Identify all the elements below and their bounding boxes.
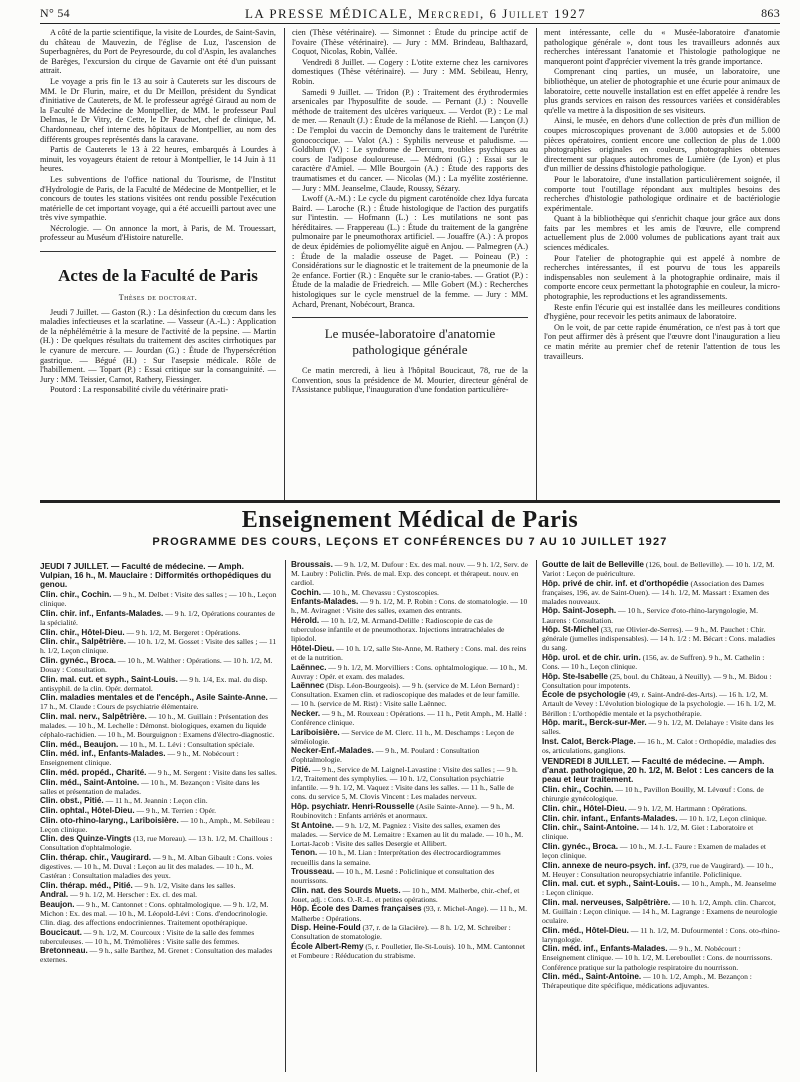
program-entry-place: Hôp. psychiatr. Henri-Rousselle	[291, 801, 415, 811]
program-entry-text: — 10 h., Pavillon Bouilly, M. Lévœuf : Cons. de chirurgie gynécologique.	[542, 785, 764, 804]
program-entry	[542, 737, 780, 755]
program-entry-place: Hôp. Ste-Isabelle	[542, 671, 608, 681]
program-entry-text: — 9 h., salle Barthez, M. Grenet : Consultation des malades externes.	[40, 946, 273, 965]
program-entry-text: — 9 h., M. Delbet : Visite des salles ; — 10 h., Leçon clinique.	[40, 590, 277, 609]
program-entry	[291, 821, 529, 848]
program-entry	[542, 926, 780, 944]
program-entry	[40, 946, 278, 964]
program-entry-place: Clin. chir., Salpêtrière.	[40, 637, 127, 647]
program-entry	[542, 823, 780, 841]
program-entry-text: — 10 h. 1/2, Amph. clin. Charcot, M. Guillain : Leçon clinique. — 14 h., M. Lagrange : Examens de neurologie oculaire.	[542, 897, 778, 926]
program-entry	[40, 656, 278, 674]
paragraph: Partis de Cauterets le 13 à 22 heures, embarqués à Lourdes à minuit, les voyageurs étaient de retour à Montpellier, le 14 Juin à 11 heures.	[40, 145, 276, 174]
program-entry	[40, 816, 278, 834]
column-divider	[536, 560, 537, 1072]
program-entry-text: (33, rue Olivier-de-Serres). — 9 h., M. Pauchet : Chir. générale (jumelles indispensables). — 14 h. 1/2 : M. Bécart : Cons. maladies du sang.	[542, 625, 776, 653]
program-day-heading: VENDREDI 8 JUILLET. — Faculté de médecine. — Amph. d'anat. pathologique, 20 h. 1/2, M. Belot : Les cancers de la peau et leur traitement.	[542, 755, 774, 785]
program-entry-place: Clin. chir., Saint-Antoine.	[542, 823, 639, 833]
program-entry	[40, 768, 278, 777]
program-entry	[542, 879, 780, 897]
program-entry	[542, 718, 780, 736]
program-entry-text: (37, r. de la Glacière). — 8 h. 1/2, M. Schreiber : Consultation de stomatologie.	[291, 923, 511, 942]
program-entry-text: (49, r. Saint-André-des-Arts). — 16 h. 1/2, M. Artault de Vevey : L'évolution biologique de la psychologie. — 16 h. 1/2, M. Bérillon : L'orthopédie mentale et la psychothérapie.	[542, 690, 776, 718]
program-entry-text: — 10 h., Amph., M. Sebileau : Leçon clinique.	[40, 815, 275, 834]
page-number-right: 863	[761, 6, 780, 20]
program-entry-text: — 10 h., Service d'oto-rhino-laryngologie, M. Laurens : Consultation.	[542, 606, 758, 625]
program-entry-text: — 9 h. 1/2, M. Courcoux : Visite de la salle des femmes tuberculeuses. — 10 h., M. Trémolières : Visite salle des femmes.	[40, 927, 255, 946]
article-title: Le musée-laboratoire d'anatomie pathologique générale	[324, 326, 496, 358]
program-entry-place: Clin. annexe de neuro-psych. inf.	[542, 860, 671, 870]
section-subtitle: Thèses de doctorat.	[118, 293, 198, 303]
program-entry	[40, 881, 278, 890]
program-entry-place: Clin. mal. nerv., Salpêtrière.	[40, 712, 147, 721]
program-entry-text: — 9 h. 1/2, Opérations courantes de la spécialité.	[40, 608, 275, 628]
program-entry-place: Andral.	[40, 890, 69, 900]
program-entry	[542, 804, 780, 813]
program-entry-place: École de psychologie	[542, 690, 626, 700]
paragraph: cien (Thèse vétérinaire). — Simonnet : Étude du principe actif de l'ovaire (Thèse vétérinaire). — Jury : MM. Brindeau, Balthazard, Coquot, Nicolas, Robin, Vallée.	[292, 28, 528, 57]
program-entry-text: (156, av. de Suffren). 9 h., M. Cathelin : Cons. — 10 h., Leçon clinique.	[542, 652, 765, 672]
program-entry-place: Lariboisière.	[291, 727, 340, 737]
program-entry-text: — 10 h., MM. Malherbe, chir.-chef, et Jouet, adj. : Cons. O.-R.-L. et petites opérations.	[291, 885, 520, 904]
upper-section	[40, 28, 780, 500]
program-entry-place: Clin. chir. infant., Enfants-Malades.	[542, 813, 678, 823]
program-entry-place: Hôtel-Dieu.	[291, 643, 335, 653]
program-entry	[40, 890, 278, 899]
program-entry-place: Clin. gynéc., Broca.	[40, 655, 116, 665]
paragraph: Pour l'atelier de photographie qui est appelé à nombre de recherches intéressantes, il est pourvu de tous les appareils indispensables non seulement à la photographie ordinaire, mais il comporte encore ceux permettant la photographie en couleur, la micro-photographie, les reproductions et les agrandissements.	[544, 253, 780, 302]
program-entry	[291, 942, 529, 960]
program-entry-place: Cochin.	[291, 587, 322, 597]
program-entry	[542, 560, 780, 578]
program-entry	[40, 796, 278, 805]
program-entry-place: Clin. chir., Hôtel-Dieu.	[40, 627, 125, 637]
program-entry-text: — 9 h. 1/2, Visite dans les salles.	[132, 880, 236, 890]
program-entry-place: Clin. des Quinze-Vingts	[40, 834, 132, 844]
program-entry	[291, 709, 529, 727]
program-entry-place: Clin. ophtal., Hôtel-Dieu.	[40, 805, 135, 815]
program-entry-place: Clin. méd., Saint-Antoine.	[40, 777, 140, 787]
program-column-1	[40, 560, 278, 1072]
paragraph: On le voit, de par cette rapide énumération, ce n'est pas à tort que l'on peut affirmer dès à présent que l'œuvre dont l'inauguration a lieu ce matin mérite au premier chef de retenir l'attention de tous les travailleurs.	[544, 322, 780, 361]
program-entry-place: Clin. thérap. chir., Vaugirard.	[40, 852, 152, 862]
program-entry-place: Clin. obst., Pitié.	[40, 796, 104, 806]
divider	[292, 317, 528, 318]
program-entry-place: Enfants-Malades.	[291, 597, 359, 607]
program-entry-place: Goutte de lait de Belleville	[542, 560, 644, 569]
program-entry-text: — 16 h., M. Calot : Orthopédie, maladies des os, articulations, ganglions.	[542, 736, 776, 755]
program-entry-text: — 9 h. 1/2, M. Pagniez : Visite des salles, examen des malades. — Service de M. Lemaitre : Examen au lit du malade. — 10 h., M. Lortat-Jacob : Visite des salles Desergie et Allibert.	[291, 820, 524, 848]
program-entry	[542, 898, 780, 925]
program-entry-place: Clin. méd., Saint-Antoine.	[542, 972, 642, 982]
program-entry	[291, 746, 529, 764]
program-entry-text: — 10 h. 1/2, M. Armand-Delille : Radioscopie de cas de tuberculose infantile et de pneumothorax. Injections intratrachéales de lipiodol.	[291, 616, 505, 644]
program-entry-place: Clin. oto-rhino-laryng., Lariboisière.	[40, 815, 179, 825]
journal-header: LA PRESSE MÉDICALE, Mercredi, 6 Juillet 1927	[244, 5, 587, 21]
program-entry	[542, 579, 780, 606]
program-entry-text: — 9 h. 1/4, Ex. mal. du disp. antisyphil. de la clin. Opér. dermatol.	[40, 674, 268, 693]
program-entry-text: — 10 h., Amph., M. Jeanselme : Leçon clinique.	[542, 879, 777, 898]
program-entry-place: Tenon.	[291, 848, 318, 858]
paragraph: Comprenant cinq parties, un musée, un laboratoire, une bibliothèque, un atelier de photographie et une écurie pour animaux de laboratoire, cette nouvelle installation est en effet appelée à rendre les plus grands services en raison des ressources variées et considérables qu'elle va mettre à la disposition de ses visiteurs.	[544, 67, 780, 115]
program-entry-place: Necker-Enf.-Malades.	[291, 746, 374, 756]
paragraph: Reste enfin l'écurie qui est installée dans les meilleures conditions d'hygiène, pour recevoir les petits animaux de laboratoire.	[544, 302, 780, 322]
program-entry	[542, 690, 780, 717]
program-entry	[291, 644, 529, 662]
program-entry	[291, 904, 529, 922]
program-entry	[291, 597, 529, 615]
program-entry-place: Clin. méd. inf., Enfants-Malades.	[40, 749, 166, 759]
program-entry-place: Hôp. École des Dames françaises	[291, 904, 422, 914]
program-entry	[542, 625, 780, 652]
program-entry-place: Laënnec	[291, 681, 325, 691]
program-entry-text: — 9 h., M. Poulard : Consultation d'ophtalmologie.	[291, 746, 480, 765]
section-title: Actes de la Faculté de Paris	[58, 266, 258, 286]
program-entry-place: Disp. Heine-Fould	[291, 923, 361, 933]
program-entry	[40, 628, 278, 637]
program-entry-text: — 9 h. 1/2, M. Herscher : Ex. cl. des mal.	[68, 890, 198, 900]
paragraph: Poutord : La responsabilité civile du vétérinaire prati-	[50, 385, 229, 395]
paragraph: Samedi 9 Juillet. — Tridon (P.) : Traitement des érythrodermies arsenicales par l'hyposulfite de soude. — Pernant (J.) : Nouvelle méthode de traitement des ulcères variqueux. — Verdot (P.) : Le mal de mer. — Renault (J.) : Étude de la mélanose de Riehl. — Lançon (J.) : De l'emploi du vaccin de Demonchy dans le traitement de l'urétrite gonococcique. — Valot (A.) : Syphilis nerveuse et paludisme. — Goldblum (V.) : Le syndrome de Dercum, troubles psychiques au cours de l'adipose douloureuse. — Médroni (G.) : Essai sur le caractère d'Amiel. — Mlle Bourgoin (A.) : Étude des rapports des traumatismes et du cancer. — Nicolas (M.) : La myélite zostérienne. — Jury : MM. Jeanselme, Claude, Roussy, Sézary.	[292, 87, 528, 193]
lower-section	[40, 560, 780, 1072]
program-day-heading: JEUDI 7 JUILLET. — Faculté de médecine. — Amph. Vulpian, 16 h., M. Mauclaire : Difformités orthopédiques du genou.	[40, 561, 272, 590]
main-section-title: Enseignement Médical de Paris	[241, 507, 579, 533]
program-entry-place: Clin. méd. inf., Enfants-Malades.	[542, 944, 668, 954]
program-entry-place: Clin. chir. inf., Enfants-Malades.	[40, 608, 164, 618]
program-entry-place: Hôp. Saint-Joseph.	[542, 606, 617, 616]
program-entry	[40, 712, 278, 739]
program-entry-place: Clin. chir., Cochin.	[40, 590, 112, 600]
paragraph: Ce matin mercredi, à lieu à l'hôpital Boucicaut, 78, rue de la Convention, sous la présidence de M. Mourier, directeur général de l'Assistance publique, l'inauguration d'une fondation particulière-	[292, 366, 528, 395]
program-entry-text: (5, r. Poulletier, Ile-St-Louis). 10 h., MM. Cantonnet et Fombeure : Rééducation du strabisme.	[291, 941, 525, 960]
program-entry-place: Clin. mal. cut. et syph., Saint-Louis.	[542, 879, 680, 889]
program-entry-text: — 9 h., M. Nobécourt : Enseignement clinique. — 10 h. 1/2, M. Lereboullet : Cons. de nourrissons. Conférence pratique sur la pathologie respiratoire du nourrisson.	[542, 944, 773, 972]
program-entry-text: — 14 h. 1/2, M. Giet : Laboratoire et clinique.	[542, 823, 754, 842]
column-divider	[285, 560, 286, 1072]
program-entry-text: — 10 h., M. Lian : Interprétation des électrocardiogrammes recueillis dans la semaine.	[291, 848, 501, 867]
program-entry-place: Clin. maladies mentales et de l'encéph., Asile Sainte-Anne.	[40, 693, 268, 703]
program-entry-text: — 10 h., M. L. Lévi : Consultation spéciale.	[118, 739, 255, 749]
paragraph: Les subventions de l'office national du Tourisme, de l'Institut d'Hydrologie de Paris, de la Faculté de Médecine de Montpellier, et le concours de toutes les stations visitées ont rendu possible l'exécution matérielle de cet important voyage, qui a été accueilli partout avec une très vive sympathie.	[40, 174, 276, 223]
program-entry	[40, 900, 278, 927]
paragraph: Quant à la bibliothèque qui s'enrichit chaque jour grâce aux dons faits par les membres et les amis de l'œuvre, elle comprend actuellement plus de 2.000 volumes de publications ayant trait aux sciences médicales.	[544, 214, 780, 253]
program-entry-text: — 9 h. 1/2, M. Dufour : Ex. des mal. nouv. — 9 h. 1/2, Serv. de M. Laubry : Policlin. Prés. de mal. Exp. des concept. et thérapeut. nouv. en cardiol.	[291, 560, 529, 588]
program-subtitle: PROGRAMME DES COURS, LEÇONS ET CONFÉRENCES DU 7 AU 10 JUILLET 1927	[152, 536, 668, 548]
program-entry	[291, 867, 529, 885]
program-entry	[40, 693, 278, 711]
program-entry-text: — 9 h. 1/2, M. Hartmann : Opérations.	[626, 803, 747, 813]
program-entry-text: — 9 h., M. Rouxeau : Opérations. — 11 h., Petit Amph., M. Hallé : Conférence clinique.	[291, 709, 527, 728]
program-entry-place: Boucicaut.	[40, 927, 82, 937]
program-entry	[291, 560, 529, 587]
program-entry-place: École Albert-Remy	[291, 941, 364, 951]
program-entry	[542, 606, 780, 624]
column-divider	[536, 28, 537, 500]
paragraph: A côté de la partie scientifique, la visite de Lourdes, de Saint-Savin, du château de Mauvezin, de l'église de Luz, l'ascension de Superbagnères, du Port de Peyresourde, du col d'Aspin, les avalanches de Barèges, l'excursion du cirque de Gavarnie ont été d'un puissant attrait.	[40, 28, 276, 76]
paragraph: Ainsi, le musée, en dehors d'une collection de près d'un million de coupes microscopiques provenant de 3.000 autopsies et de 5.000 pièces opératoires, contient encore une collection de plus de 1.000 photographies originales en couleurs, photographies obtenues directement sur plaques autochromes de Lumière (de Lyon) et plus d'un millier de dessins d'histologie pathologique.	[544, 116, 780, 174]
program-entry	[291, 616, 529, 643]
program-entry-text: — 9 h., M. Sergent : Visite dans les salles.	[146, 768, 277, 778]
program-entry	[40, 590, 278, 608]
program-entry-place: Hérold.	[291, 616, 320, 626]
program-entry	[542, 842, 780, 860]
program-entry-place: Clin. chir., Hôtel-Dieu.	[542, 803, 627, 813]
divider	[40, 251, 276, 252]
paragraph: Le voyage a pris fin le 13 au soir à Cauterets sur les discours de MM. le Dr Flurin, maire, et du Dr Meillon, président du Syndicat d'initiative de Cauterets, de M. le professeur agrégé Giraud au nom de la Faculté de Médecine de Montpellier, de MM. le professeur Paul Delmas, le Dr Vitry, de Cette, le Dr Pauchet, chef de clinique, M. Chardonneau, chef interne des hôpitaux de Montpellier, au nom des différents groupes représentés dans la caravane.	[40, 76, 276, 144]
program-entry-text: (Disp. Léon-Bourgeois). — 9 h. (service de M. Léon Bernard) : Consultation. Examen clin. et radioscopique des malades et de leur famille. — 10 h. (service de M. Rist) : Visite salle Laënnec.	[291, 681, 520, 709]
program-entry-text: — 11 h. 1/2, M. Dufourmentel : Cons. oto-rhino-laryngologie.	[542, 925, 780, 944]
program-entry-place: Bretonneau.	[40, 946, 88, 956]
paragraph: Jeudi 7 Juillet. — Gaston (R.) : La désinfection du cœcum dans les maladies infectieuses et la scarlatine. — Vasseur (A.-L.) : Application de la néphélémétrie à la mesure de l'activité de la pepsine. — Martin (H.) : De quelques résultats du traitement des ascites cirrhotiques par le cyanure de mercure. — Jourdan (G.) : Étude de l'hypersécrétion gastrique. — Bégué (H.) : Sur l'asepsie médicale. Rôle de l'habillement. — Topart (P.) : Essai critique sur la consanguinité. — Jury : MM. Teissier, Carnot, Rathery, Fiessinger.	[40, 307, 276, 384]
program-entry	[291, 886, 529, 904]
program-entry	[291, 681, 529, 708]
program-entry-text: — 10 h., M. Lesné : Policlinique et consultation des nourrissons.	[291, 867, 495, 886]
column-divider	[284, 28, 285, 500]
program-entry-text: — 17 h., M. Claude : Cours de psychiatrie élémentaire.	[40, 693, 278, 712]
program-entry-place: Clin. mal. nerveuses, Salpêtrière.	[542, 897, 671, 907]
program-entry-text: — 9 h. 1/2, M. Delahaye : Visite dans les salles.	[542, 718, 774, 737]
column-1	[40, 28, 276, 500]
program-entry	[291, 663, 529, 681]
program-entry-place: Pitié.	[291, 765, 311, 775]
program-entry-text: — 9 h. 1/2, M. P. Robin : Cons. de stomatologie. — 10 h., M. Aviragnet : Visite des salles, examen des entrants.	[291, 597, 528, 616]
program-entry	[291, 588, 529, 597]
program-entry	[291, 728, 529, 746]
program-entry-place: Clin. gynéc., Broca.	[542, 841, 618, 851]
program-column-2	[291, 560, 529, 1072]
paragraph: ment intéressante, celle du « Musée-laboratoire d'anatomie pathologique générale », dont tous les travailleurs adonnés aux recherches intéressant l'anatomie et l'histologie pathologique ne manqueront point d'apprécier vivement la très grande importance.	[544, 28, 780, 66]
program-entry-place: Clin. nat. des Sourds Muets.	[291, 885, 401, 895]
program-entry-place: Laënnec.	[291, 662, 327, 672]
program-entry	[542, 785, 780, 803]
program-entry-text: — 10 h. 1/2, Amph., M. Bezançon : Thérapeutique dite spécifique, médications adjuvantes.	[542, 972, 752, 991]
program-entry	[40, 853, 278, 880]
program-entry	[542, 814, 780, 823]
program-entry	[291, 802, 529, 820]
program-entry-text: — 9 h. 1/2, M. Bergeret : Opérations.	[124, 627, 241, 637]
program-entry-text: (25, boul. du Château, à Neuilly). — 9 h., M. Bidou : Consultation pour impotents.	[542, 671, 772, 690]
paragraph: Lwoff (A.-M.) : Le cycle du pigment caroténoïde chez Idya furcata Baird. — Laroche (R.) : Étude histologique de l'action des purgatifs sur l'intestin. — Hofmann (L.) : Les mutilations ne sont pas héréditaires. — Frappereau (L.) : Étude du traitement de la gangrène pulmonaire par le pneumothorax artificiel. — Jouaffre (A.) : A propos de deux épidémies de poliomyélite aiguë en Anjou. — Palmegren (A.) : Étude de la maladie osseuse de Paget. — Poineau (P.) : Considérations sur le diagnostic et le traitement de la pneumonie de la 2e enfance. Fortier (R.) : Enquête sur le cranio-tabes. — Gratiot (P.) : Étude de la maladie de Friedreich. — Mlle Gobert (M.) : Recherches histologiques sur le cycle menstruel de la femme. — Jury : MM. Achard, Prenant, Nobécourt, Branca.	[292, 194, 528, 309]
page-number: N° 54	[40, 6, 70, 20]
program-entry	[542, 861, 780, 879]
program-entry-place: Broussais.	[291, 560, 333, 569]
program-entry-text: — 10 h., M. J.-L. Faure : Examen de malades et leçon clinique.	[542, 841, 767, 860]
program-entry-place: St Antoine.	[291, 820, 334, 830]
program-entry-text: (Asile Sainte-Anne). — 9 h., M. Roubinovitch : Enfants arriérés et anormaux.	[291, 801, 515, 821]
program-entry-place: Clin. méd., Hôtel-Dieu.	[542, 925, 629, 935]
program-entry-place: Clin. méd. propéd., Charité.	[40, 768, 147, 778]
program-entry-text: (Association des Dames françaises, 196, av. de Saint-Ouen). — 14 h. 1/2, M. Massart : Examen des malades nouveaux.	[542, 578, 770, 606]
program-entry-place: Clin. chir., Cochin.	[542, 785, 614, 795]
program-entry	[40, 675, 278, 693]
program-entry-place: Hôp. urol. et de chir. urin.	[542, 652, 641, 662]
program-entry-text: — 10 h., M. Guillain : Présentation des malades. — 10 h., M. Lechelle : Démonst. biologiques, examen du liquide céphalo-rachidien. — 10 h., M. Bourguignon : Examens d'électro-diagnostic.	[40, 712, 275, 740]
program-entry-text: — 10 h., M. Chevassu : Cystoscopies.	[321, 587, 439, 597]
program-entry-place: Trousseau.	[291, 867, 335, 877]
program-entry	[40, 778, 278, 796]
program-entry-place: Hôp. marit., Berck-sur-Mer.	[542, 718, 647, 728]
program-entry	[542, 672, 780, 690]
program-entry	[542, 972, 780, 990]
program-entry	[40, 928, 278, 946]
program-entry-place: Inst. Calot, Berck-Plage.	[542, 736, 636, 746]
program-entry	[291, 848, 529, 866]
program-entry-text: (13, rue Moreau). — 13 h. 1/2, M. Chaillous : Consultation d'ophtalmologie.	[40, 834, 273, 853]
paragraph: Vendredi 8 Juillet. — Cogery : L'otite externe chez les carnivores domestiques (Thèse vétérinaire). — Jury : MM. Sebileau, Henry, Robin.	[292, 57, 528, 86]
program-entry-text: — 10 h. 1/2, M. Gosset : Visite des salles ; — 11 h. 1/2, Leçon clinique.	[40, 637, 277, 656]
program-entry	[40, 749, 278, 767]
program-entry	[40, 740, 278, 749]
program-entry-text: — 9 h., Service de M. Laignel-Lavastine : Visite des salles ; — 9 h. 1/2, Traitement des symphylies. — 10 h. 1/2, Consultation psychiatrie infantile. — 9 h. 1/2, M. Vaquez : Visite dans les salles. — 11 h., Salle de cons. du service 5, M. Clovis Vincent : Les malades nerveux.	[291, 765, 518, 802]
program-entry	[40, 834, 278, 852]
program-entry-place: Hôp. St-Michel	[542, 625, 599, 635]
program-entry-text: (379, rue de Vaugirard). — 10 h., M. Heuyer : Consultation neuropsychiatrie infantile. Policlinique.	[542, 860, 774, 879]
program-entry-text: — 9 h., M. Terrien : Opér.	[134, 805, 216, 815]
program-entry	[40, 637, 278, 655]
program-entry	[542, 653, 780, 671]
column-2	[292, 28, 528, 500]
program-entry-text: (93, r. Michel-Ange). — 11 h., M. Malherbe : Opérations.	[291, 904, 527, 923]
column-3	[544, 28, 780, 500]
program-entry-place: Clin. thérap. méd., Pitié.	[40, 880, 133, 890]
paragraph: Nécrologie. — On annonce la mort, à Paris, de M. Trouessart, professeur au Muséum d'Histoire naturelle.	[40, 223, 276, 243]
program-entry-text: — 9 h. 1/2, M. Morvilliers : Cons. ophtalmologique. — 10 h., M. Auvray : Opér. et exam. des malades.	[291, 662, 528, 681]
program-entry-place: Necker.	[291, 709, 321, 718]
section-rule	[40, 500, 780, 503]
paragraph: Pour le laboratoire, d'une installation particulièrement soignée, il comporte tout l'outillage répondant aux multiples besoins des recherches d'histologie pathologique ordinaire et de bactériologie expérimentale.	[544, 174, 780, 213]
program-entry-place: Clin. méd., Beaujon.	[40, 739, 119, 749]
program-entry	[542, 944, 780, 971]
program-entry-text: — 9 h., M. Alban Gibault : Cons. voies digestives. — 10 h., M. Duval : Leçon au lit des malades. — 10 h., M. Castéran : Consultation maladies des yeux.	[40, 852, 273, 881]
program-entry	[291, 923, 529, 941]
program-entry-place: Hôp. privé de chir. inf. et d'orthopédie	[542, 578, 689, 588]
program-entry	[291, 765, 529, 801]
program-entry-text: — 10 h. 1/2, Leçon clinique.	[677, 813, 767, 823]
program-entry-text: — 9 h., M. Nobécourt : Enseignement clinique.	[40, 749, 239, 768]
program-column-3	[542, 560, 780, 1072]
program-entry-place: Beaujon.	[40, 899, 75, 909]
program-entry-text: — 11 h., M. Jeannin : Leçon clin.	[103, 796, 208, 806]
program-entry-text: — 10 h., M. Bezançon : Visite dans les salles et présentation de malades.	[40, 777, 260, 796]
program-entry-text: — 10 h. 1/2, salle Ste-Anne, M. Rathery : Cons. mal. des reins et de la nutrition.	[291, 643, 527, 662]
program-entry-place: Clin. mal. cut. et syph., Saint-Louis.	[40, 674, 178, 684]
program-entry	[40, 806, 278, 815]
program-entry-text: — 10 h., M. Walther : Opérations. — 10 h. 1/2, M. Douay : Consultation.	[40, 655, 273, 675]
program-entry-text: (126, boul. de Belleville). — 10 h. 1/2, M. Variot : Leçon de puériculture.	[542, 560, 775, 579]
program-entry	[40, 609, 278, 627]
page-header	[40, 4, 780, 24]
program-entry-text: — 9 h., M. Cantonnet : Cons. ophtalmologique. — 9 h. 1/2, M. Michon : Ex. des mal. — 10 h., M. Léopold-Lévi : Cons. d'endocrinologie. Clin. diag. des affections endocriniennes. Traitement opothérapique.	[40, 899, 269, 928]
program-entry-text: — Service de M. Clerc. 11 h., M. Deschamps : Leçon de séméiologie.	[291, 727, 514, 746]
